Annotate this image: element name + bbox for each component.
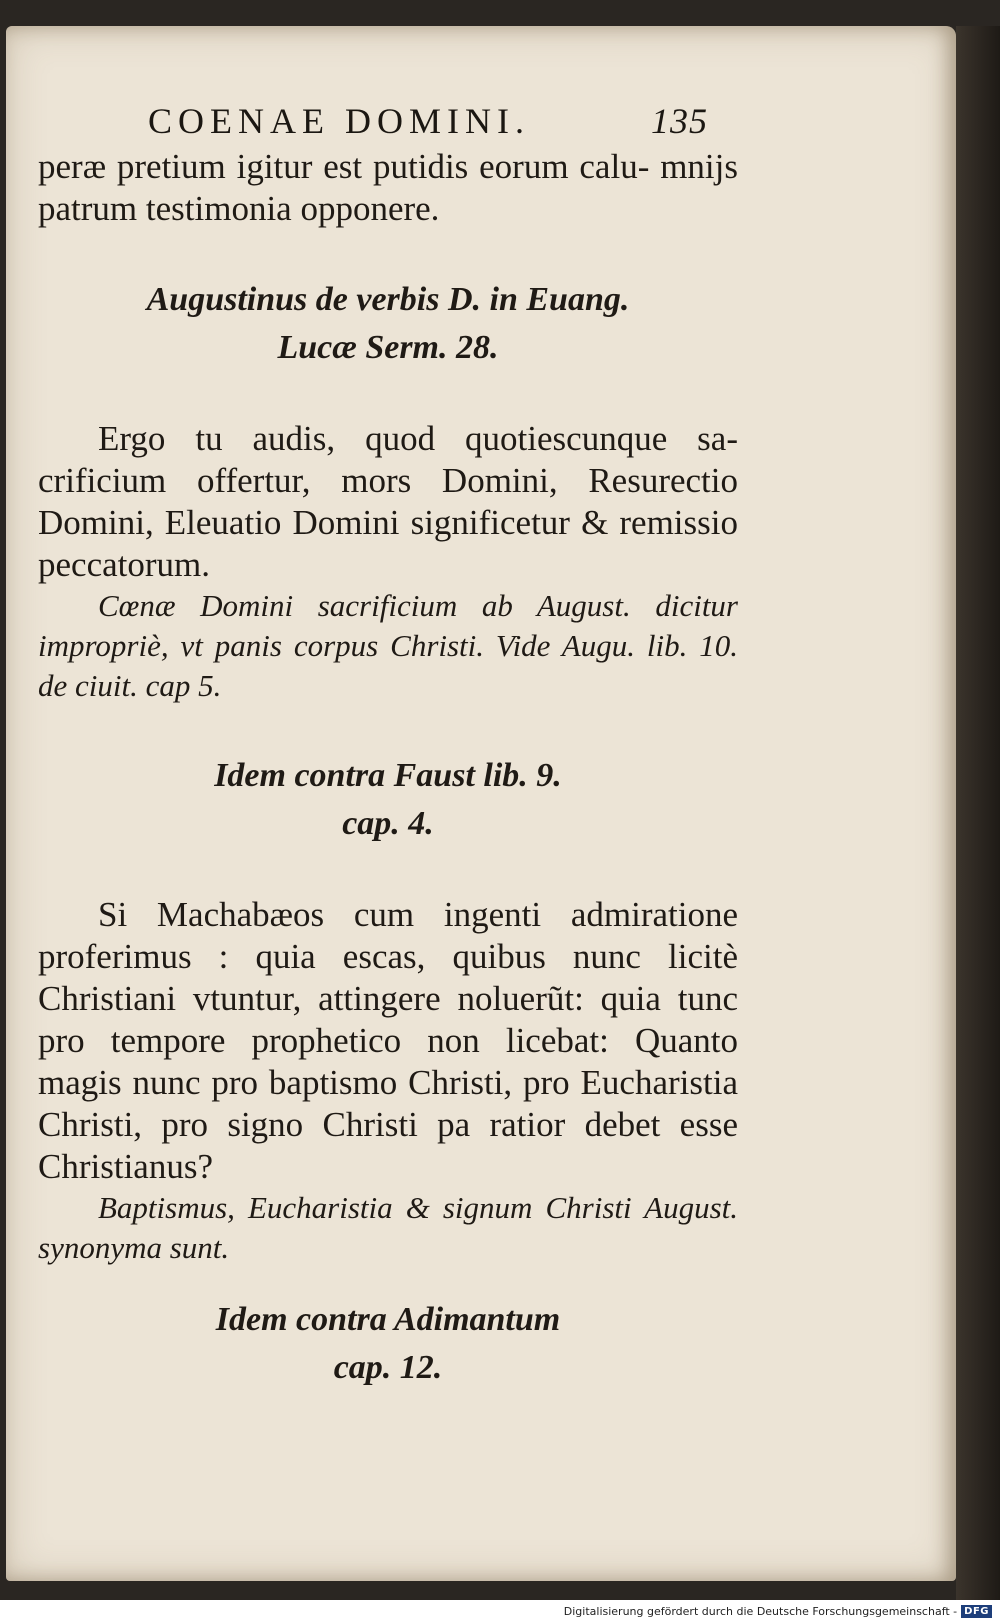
heading-2-line-1: Idem contra Faust lib. 9. — [214, 757, 562, 794]
page-text — [38, 100, 738, 1392]
running-head — [148, 100, 708, 142]
paragraph-2: Ergo tu audis, quod quotiescunque sa- crificium offertur, mors Domini, Resurectio Domini, Eleuatio Domini significetur & remissio peccatorum. — [38, 419, 738, 584]
digitization-footer — [0, 1600, 1000, 1623]
paragraph-1: peræ pretium igitur est putidis eorum calu- mnijs patrum testimonia opponere. — [38, 147, 738, 228]
heading-3-line-1: Idem contra Adimantum — [215, 1301, 561, 1338]
page-number: 135 — [651, 101, 708, 141]
funding-credit: Digitalisierung gefördert durch die Deutsche Forschungsgemeinschaft - — [563, 1605, 958, 1618]
running-head-title: COENAE DOMINI. — [148, 101, 530, 141]
book-edge — [956, 26, 1000, 1600]
heading-3-line-2: cap. 12. — [333, 1349, 443, 1386]
heading-1-line-1: Augustinus de verbis D. in Euang. — [146, 281, 630, 318]
heading-2-line-2: cap. 4. — [342, 805, 434, 842]
marginal-note-1: Cœnæ Domini sacrificium ab August. dicitur impropriè, vt panis corpus Christi. Vide Augu. lib. 10. de ciuit. cap 5. — [38, 588, 738, 703]
dfg-logo: DFG — [961, 1605, 992, 1618]
paragraph-3: Si Machabæos cum ingenti admiratione proferimus : quia escas, quibus nunc licitè Christiani vtuntur, attingere noluerũt: quia tunc pro tempore prophetico non licebat: Quanto magis nunc pro baptismo Christi, pro Eucharistia Christi, pro signo Christi pa ratior debet esse Christianus? — [38, 895, 738, 1186]
marginal-note-2: Baptismus, Eucharistia & signum Christi August. synonyma sunt. — [38, 1190, 738, 1265]
heading-1-line-2: Lucæ Serm. 28. — [277, 329, 499, 366]
